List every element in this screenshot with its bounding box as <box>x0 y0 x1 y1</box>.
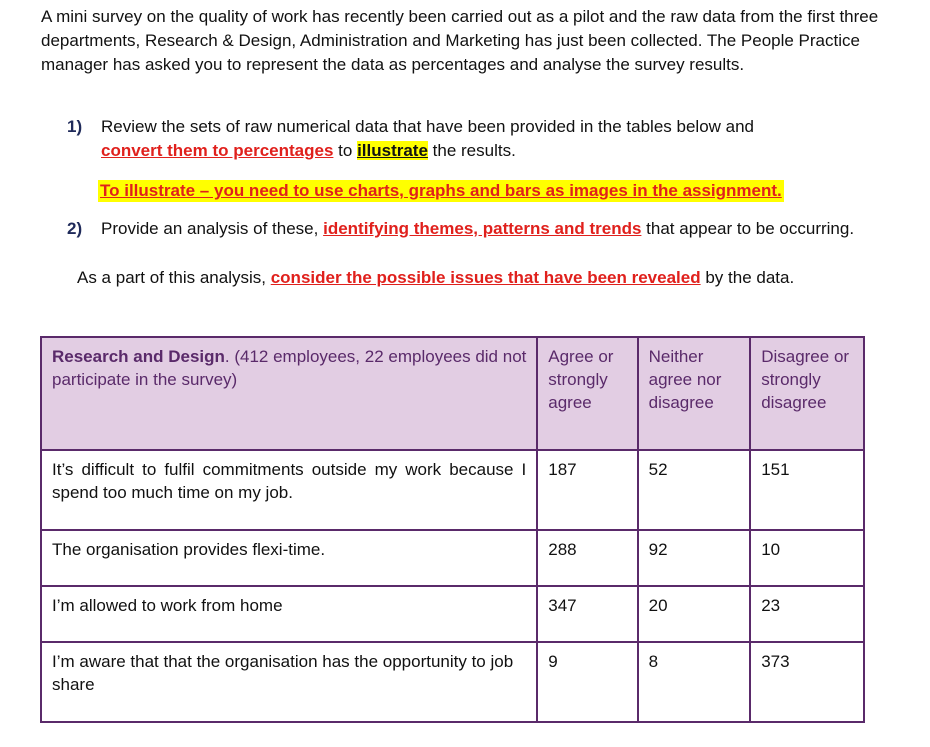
possible-issues-link[interactable]: consider the possible issues that have been revealed <box>270 268 701 287</box>
department-header <box>41 337 537 450</box>
task-1-number: 1) <box>67 117 83 136</box>
intro-paragraph: A mini survey on the quality of work has recently been carried out as a pilot and the raw data from the first three departments, Research & Design, Administration and Marketing has just been collected. The People Practice manager has asked you to represent the data as percentages and analyse the survey results. <box>41 7 879 74</box>
department-detail: . (412 employees, 22 employees did not participate in the survey) <box>52 347 527 389</box>
agree-cell: 347 <box>537 586 637 642</box>
department-name: Research and Design <box>52 347 225 366</box>
neither-cell: 8 <box>638 642 751 722</box>
agree-cell: 187 <box>537 450 637 530</box>
column-disagree: Disagree or strongly disagree <box>750 337 864 450</box>
task-1-end: the results. <box>432 141 516 160</box>
agree-cell: 9 <box>537 642 637 722</box>
disagree-cell: 373 <box>750 642 864 722</box>
task-2-text: Provide an analysis of these, <box>101 219 319 238</box>
analysis-note-start: As a part of this analysis, <box>77 268 266 287</box>
table-row <box>41 642 864 722</box>
task-2-end: that appear to be occurring. <box>646 219 855 238</box>
disagree-cell: 10 <box>750 530 864 586</box>
convert-percentages-link[interactable]: convert them to percentages <box>101 141 334 160</box>
illustrate-banner: To illustrate – you need to use charts, graphs and bars as images in the assignment. <box>100 181 782 200</box>
statement-cell: I’m aware that that the organisation has the opportunity to job share <box>41 642 537 722</box>
table-row <box>41 586 864 642</box>
statement-cell: It’s difficult to fulfil commitments outside my work because I spend too much time on my job. <box>41 450 537 530</box>
illustrate-highlight: illustrate <box>357 141 428 160</box>
column-neither: Neither agree nor disagree <box>638 337 751 450</box>
table-header-row <box>41 337 864 450</box>
disagree-cell: 151 <box>750 450 864 530</box>
table-row <box>41 450 864 530</box>
task-2-number: 2) <box>67 219 83 238</box>
agree-cell: 288 <box>537 530 637 586</box>
neither-cell: 20 <box>638 586 751 642</box>
task-1-to: to <box>338 141 353 160</box>
neither-cell: 92 <box>638 530 751 586</box>
analysis-note <box>77 266 897 290</box>
task-1 <box>67 115 867 163</box>
statement-cell: The organisation provides flexi-time. <box>41 530 537 586</box>
survey-table <box>40 336 865 723</box>
table-row <box>41 530 864 586</box>
task-1-text: Review the sets of raw numerical data that have been provided in the tables below and <box>101 117 755 136</box>
column-agree: Agree or strongly agree <box>537 337 637 450</box>
task-2 <box>67 217 867 241</box>
themes-patterns-link[interactable]: identifying themes, patterns and trends <box>323 219 642 238</box>
statement-cell: I’m allowed to work from home <box>41 586 537 642</box>
neither-cell: 52 <box>638 450 751 530</box>
disagree-cell: 23 <box>750 586 864 642</box>
analysis-note-end: by the data. <box>705 268 795 287</box>
